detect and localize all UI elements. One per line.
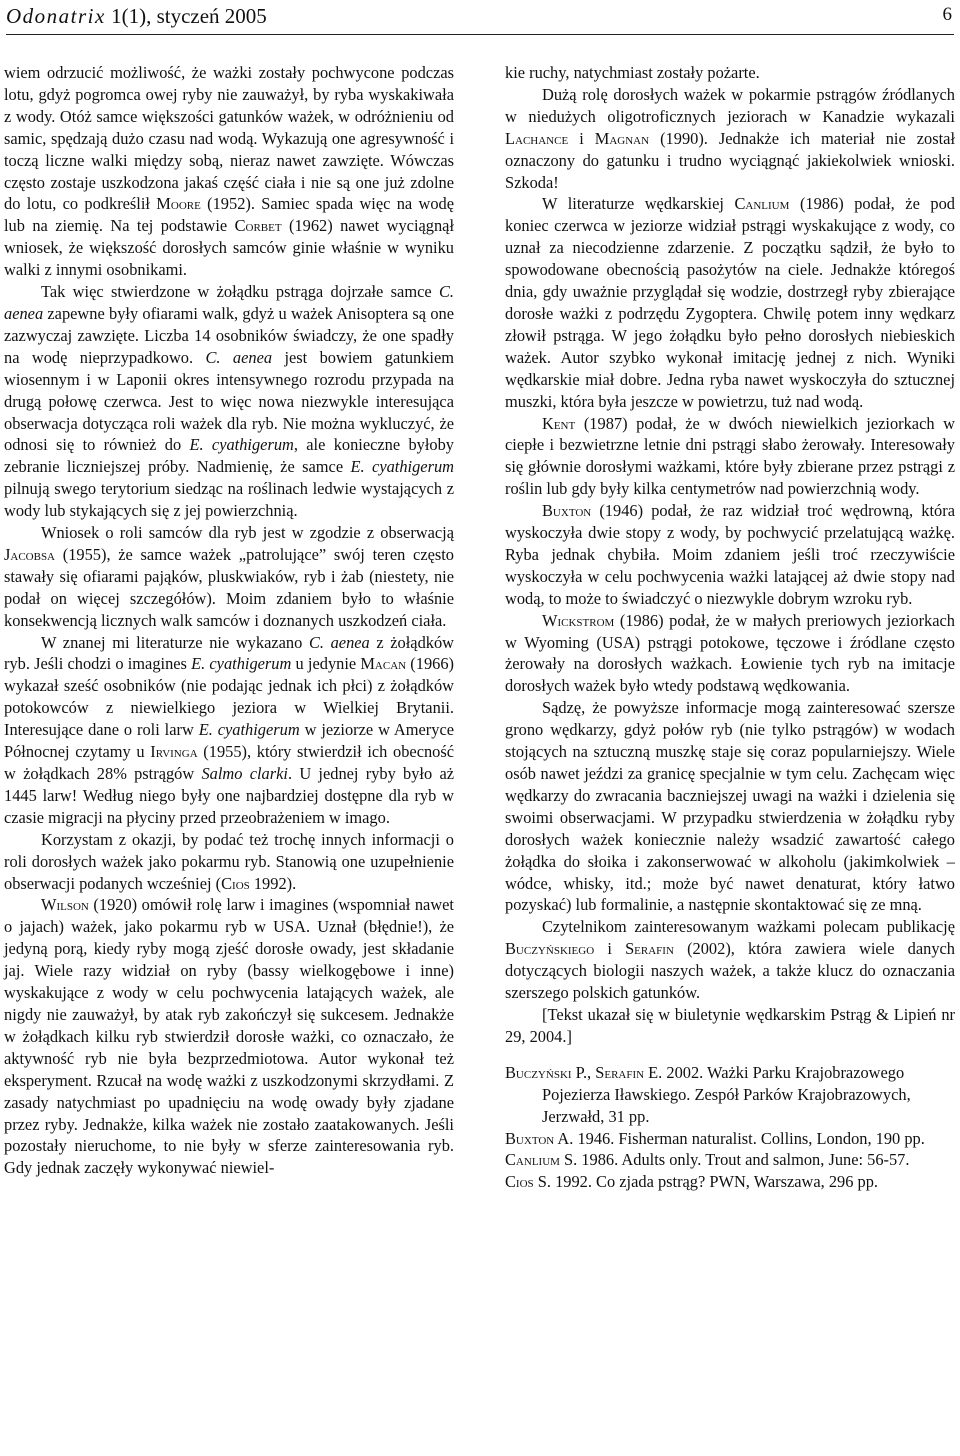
author-name: Magnan <box>594 128 650 148</box>
text-run: 1986. Adults only. Trout and salmon, June: 56-57. <box>577 1150 910 1170</box>
author-name: Wilson <box>41 895 89 915</box>
left-column <box>4 62 454 1179</box>
source-note <box>505 1004 955 1048</box>
text-run: 1946. Fisherman naturalist. Collins, London, 190 pp. <box>573 1128 925 1148</box>
text-run: 1992. Co zjada pstrąg? PWN, Warszawa, 296 pp. <box>550 1172 878 1192</box>
author-name: Cios S. <box>505 1172 551 1192</box>
body-paragraph <box>505 697 955 916</box>
text-run: (1920) omówił rolę larw i imagines (wspomniał nawet o jajach) ważek, jako pokarmu ryb w USA. Uznał (błędnie!), że jedyną porą, kiedy ryby mogą zjeść dorosłe owady, jest składanie jaj. Wiele razy widział on ryby (bassy wielkogębowe i inne) wyskakujące z wody w celu pochwycenia latających ważek, ale nigdy nie zauważył, by atak ryb zakończył się sukcesem. Jednakże w żołądkach kilku ryb stwierdził dorosłe ważki, co oznaczało, że aktywność ryb nie była bezprzedmiotowa. Autor wykonał też eksperyment. Rzucał na wodę ważki z uszkodzonymi skrzydłami. Z zasady natychmiast po upadnięciu na wodę owady były zjadane przez ryby. Jednakże, kilka ważek nie zostało zaatakowanych. Jeśli pozostały nieruchome, to nie były w sferze zainteresowania ryb. Gdy jednak zaczęły wykonywać niewiel- <box>4 895 454 1178</box>
italic-text: E. cyathigerum <box>198 720 300 740</box>
text-run: (1946) podał, że raz widział troć wędrowną, która wyskoczyła dwie stopy z wody, by pochwycić przelatującą ważkę. Ryba jednak chybiła. Moim zdaniem jeśli troć rzeczywiście wyskoczyła w celu pochwycenia ważki latającej aż dwie stopy nad wodą, to może to świadczyć o niezwykle dobrym wzroku ryb. <box>505 501 955 608</box>
author-name: Moore <box>156 194 201 214</box>
text-run: , ale konieczne byłoby zebranie liczniejszej próby. Nadmienię, że samce <box>4 435 455 477</box>
body-paragraph <box>505 610 955 698</box>
text-run: i <box>568 128 595 148</box>
text-run: (1962) nawet wyciągnął wniosek, że większość dorosłych samców ginie właśnie w wyniku walki z innymi osobnikami. <box>4 216 455 280</box>
text-run: (1990). Jednakże ich materiał nie został oznaczony do gatunku i trudno wyciągnąć jakiekolwiek wnioski. Szkoda! <box>505 128 956 192</box>
body-paragraph <box>505 916 955 1004</box>
text-run: Wniosek o roli samców dla ryb jest w zgodzie z obserwacją <box>41 523 454 543</box>
body-paragraph <box>505 62 955 84</box>
body-paragraph <box>4 522 454 632</box>
text-run: . U jednej ryby było aż 1445 larw! Według niego były one najbardziej dostępne dla ryb w czasie migracji na płyciny przed przeobrażeniem w imago. <box>4 764 454 827</box>
text-run: pilnują swego terytorium siedząc na roślinach ledwie wystających z wody lub stykających się z jej powierzchnią. <box>4 479 454 521</box>
text-run: (2002), która zawiera wiele danych dotyczących biologii naszych ważek, a także klucz do oznaczania szerszego polskich gatunków. <box>505 939 955 1003</box>
reference-entry <box>505 1149 955 1171</box>
text-run: (1955), który stwierdził ich obecność w żołądkach 28% pstrągów <box>4 742 455 783</box>
page-number: 6 <box>942 4 952 25</box>
text-run: 2002. Ważki Parku Krajobrazowego Pojezierza Iławskiego. Zespół Parków Krajobrazowych, Jerzwałd, 31 pp. <box>542 1062 911 1126</box>
italic-text: E. cyathigerum <box>191 654 292 674</box>
author-name: Canlium S. <box>505 1150 578 1170</box>
page-header <box>6 0 954 35</box>
author-name: Jacobsa <box>4 544 56 564</box>
italic-text: C. aenea <box>4 282 454 323</box>
text-run: (1986) podał, że w małych preriowych jeziorkach w Wyoming (USA) pstrągi potokowe, tęczowe i źródlane często żerowały na dorosłych ważkach. Łowienie tych ryb na imitacje dorosłych ważek było wtedy podstawą wędkowania. <box>505 610 955 696</box>
text-run: [Tekst ukazał się w biuletynie wędkarskim Pstrąg & Lipień nr 29, 2004.] <box>505 1004 955 1046</box>
text-run: wiem odrzucić możliwość, że ważki zostały pochwycone podczas lotu, gdyż pogromca owej ryby nie zauważył, by ryba wyskakiwała z wody. Otóż samce większości gatunków ważek, w odróżnieniu od samic, spędzają dużo czasu nad wodą. Wykazują one agresywność i toczą liczne walki między sobą, nieraz nawet zawzięte. Wówczas często zostaje uszkodzona jakaś część ciała i nie są one już zdolne do lotu, co podkreślił <box>4 63 454 214</box>
body-paragraph <box>505 84 955 194</box>
reference-entry <box>505 1171 955 1193</box>
author-name: Lachance <box>505 128 569 148</box>
italic-text: C. aenea <box>308 632 370 652</box>
text-run: zapewne były ofiarami walk, gdyż u ważek Anisoptera są one zazwyczaj zawzięte. Liczba 14 osobników świadczy, że one spadły na wodę nieprzypadkowo. <box>4 303 454 367</box>
text-run: Tak więc stwierdzone w żołądku pstrąga dojrzałe samce <box>41 282 439 302</box>
text-run: Dużą rolę dorosłych ważek w pokarmie pstrągów źródlanych w niedużych oligotroficznych jeziorach w Kanadzie wykazali <box>505 84 955 126</box>
text-run: 1992). <box>249 873 297 893</box>
text-run: (1986) podał, że pod koniec czerwca w jeziorze widział pstrągi wyskakujące z wody, co uznał za niecodzienne zdarzenie. Z początku sądził, że było to spowodowane obecnością pasożytów na ciele. Jednakże któregoś dnia, gdy uważnie przyglądał się wodzie, dostrzegł ryby zbierające dorosłe ważki z podrzędu Zygoptera. Chwilę potem inny wędkarz złowił pstrąga. W jego żołądku było pełno dorosłych niebieskich ważek. Autor szybko wykonał imitację jednej z nich. Wyniki wędkarskie miał dobre. Jedna ryba nawet wyskoczyła do sztucznej muszki, która była jeszcze w powietrzu, tuż nad wodą. <box>505 194 955 411</box>
text-run: jest bowiem gatunkiem wiosennym i w Laponii okres intensywnego rozrodu przypada na drugą połowę czerwca. Jest to więc nowa niezwykle interesująca obserwacja dotycząca roli ważek dla ryb. Nie można wykluczyć, że odnosi się to również do <box>4 347 454 455</box>
author-name: Kent <box>542 413 576 433</box>
author-name: Buxton A. <box>505 1128 574 1148</box>
body-paragraph <box>4 894 454 1179</box>
body-paragraph <box>505 500 955 610</box>
text-run: (1955), że samce ważek „patrolujące” swój teren często stawały się ofiarami pająków, pluskwiaków, ryb i żab (niestety, nie podał on więcej szczegółów). Moim zdaniem było to właśnie konsekwencją licznych walk samców i doznanych uszkodzeń ciała. <box>4 544 454 630</box>
text-run: Czytelnikom zainteresowanym ważkami polecam publikację <box>542 917 955 937</box>
author-name: Serafin <box>625 939 674 959</box>
italic-text: E. cyathigerum <box>350 457 454 477</box>
text-run: (1966) wykazał sześć osobników (nie podając jednak ich płci) z żołądków potokowców z niewielkiego jeziora w Wielkiej Brytanii. Interesujące dane o roli larw <box>4 654 454 740</box>
author-name: Buxton <box>542 501 592 521</box>
author-name: Cios <box>221 873 250 893</box>
body-paragraph <box>505 193 955 412</box>
reference-entry <box>505 1062 955 1128</box>
journal-citation <box>6 4 267 29</box>
text-run: u jedynie <box>291 654 361 674</box>
text-run: W znanej mi literaturze nie wykazano <box>41 632 309 652</box>
author-name: Buczyński P., Serafin E. <box>505 1062 663 1082</box>
body-paragraph <box>4 281 454 522</box>
text-run: kie ruchy, natychmiast zostały pożarte. <box>505 63 760 82</box>
text-run: w jeziorze w Ameryce Północnej czytamy u <box>4 720 454 762</box>
italic-text: Salmo clarki <box>201 764 288 783</box>
journal-issue: 1(1), styczeń 2005 <box>111 4 267 28</box>
text-run: Korzystam z okazji, by podać też trochę innych informacji o roli dorosłych ważek jako pokarmu ryb. Stanowią one uzupełnienie obserwacji podanych wcześniej ( <box>4 829 454 893</box>
text-run: z żołądków ryb. Jeśli chodzi o imagines <box>4 632 454 674</box>
italic-text: E. cyathigerum <box>189 435 294 455</box>
author-name: Irvinga <box>150 742 198 762</box>
text-run: (1952). Samiec spada więc na wodę lub na ziemię. Na tej podstawie <box>4 194 455 236</box>
text-run: i <box>594 939 626 959</box>
italic-text: C. aenea <box>205 347 273 367</box>
text-run: W literaturze wędkarskiej <box>542 194 735 214</box>
text-run: (1987) podał, że w dwóch niewielkich jeziorkach w ciepłe i bezwietrzne letnie dni pstrągi słabo żerowały. Interesowały się głównie dorosłymi ważkami, które były zbierane przez pstrągi z roślin lub gdy były kilka centymetrów nad powierzchnią wody. <box>505 413 955 499</box>
journal-name: Odonatrix <box>6 4 106 28</box>
body-paragraph <box>4 62 454 281</box>
author-name: Wickstrom <box>542 610 615 630</box>
text-run: Sądzę, że powyższe informacje mogą zainteresować szersze grono wędkarzy, gdyż połów ryb (nie tylko pstrągów) w wodach stojących na sztuczną muszkę staje się coraz popularniejszy. Wiele osób nawet jeździ za granicę specjalnie w tym celu. Zachęcam więc wędkarzy do zwracania baczniejszej uwagi na ważki i dzielenia się swoimi obserwacjami. W przypadku stwierdzenia w żołądku ryby dorosłych ważek koniecznie należy wsadzić zawartość całego żołądka do słoika i zakonserwować w alkoholu (jakimkolwiek – wódce, whisky, itd.; może być nawet denaturat, który łatwo pozyskać) lub formalinie, a następnie skontaktować się ze mną. <box>505 698 955 915</box>
author-name: Macan <box>360 654 407 674</box>
author-name: Buczyńskiego <box>505 939 595 959</box>
right-column <box>505 62 955 1193</box>
reference-entry <box>505 1128 955 1150</box>
body-paragraph <box>4 632 454 829</box>
body-paragraph <box>4 829 454 895</box>
author-name: Canlium <box>734 194 790 214</box>
body-paragraph <box>505 413 955 501</box>
author-name: Corbet <box>234 216 282 236</box>
